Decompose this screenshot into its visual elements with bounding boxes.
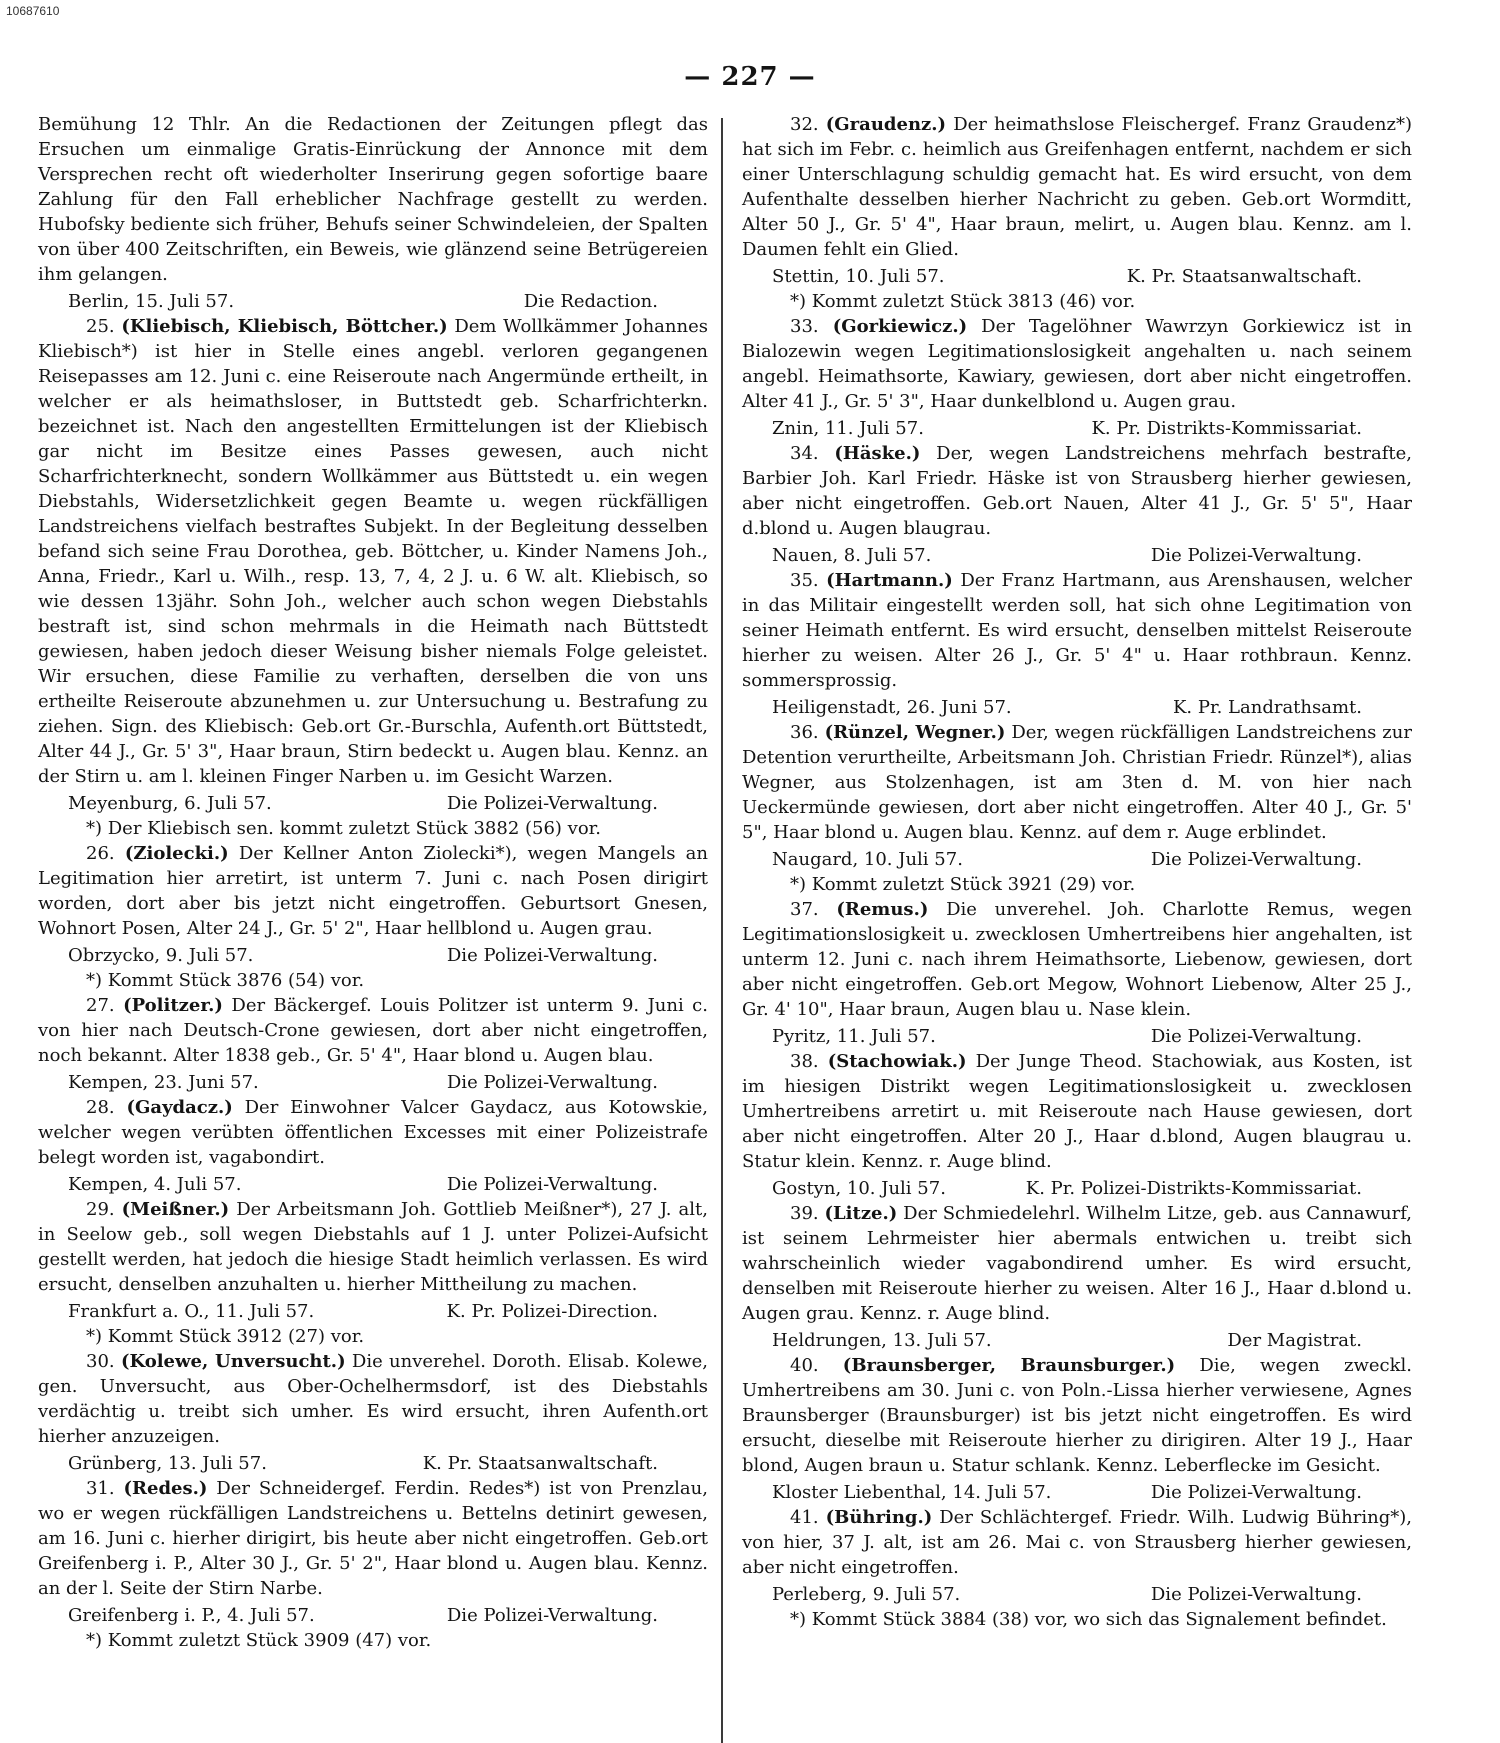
notice-signature bbox=[742, 264, 1412, 289]
notice-footnote: *) Kommt zuletzt Stück 3921 (29) vor. bbox=[790, 874, 1136, 895]
notice-number: 27. bbox=[86, 995, 115, 1016]
notice-number: 35. bbox=[790, 570, 819, 591]
notice-number: 38. bbox=[790, 1051, 819, 1072]
notice-text: Der Schmiedelehrl. Wilhelm Litze, geb. aus Cannawurf, ist seinem Lehrmeister hier abermals entwichen u. treibt sich wahrscheinlich wieder vagabondirend umher. Es wird ersucht, denselben mit Reiseroute hierher zu weisen. Alter 16 J., Haar d.blond u. Augen grau. Kennz. r. Auge blind. bbox=[742, 1203, 1412, 1324]
notice-body bbox=[38, 1197, 708, 1297]
notice-place-date: Kempen, 23. Juni 57. bbox=[68, 1072, 259, 1093]
notice-body bbox=[742, 897, 1412, 1022]
notice-entry bbox=[742, 1505, 1412, 1632]
notice-name-tag: (Bühring.) bbox=[825, 1507, 933, 1528]
notice-signature bbox=[742, 543, 1412, 568]
notice-body bbox=[742, 1049, 1412, 1174]
notice-signature bbox=[742, 847, 1412, 872]
notice-place-date: Stettin, 10. Juli 57. bbox=[772, 266, 945, 287]
notice-authority: Die Polizei-Verwaltung. bbox=[1150, 1584, 1362, 1605]
notice-place-date: Greifenberg i. P., 4. Juli 57. bbox=[68, 1605, 315, 1626]
notice-body bbox=[742, 1201, 1412, 1326]
notice-body bbox=[742, 568, 1412, 693]
notice-entry bbox=[38, 993, 708, 1095]
notice-text: Der Schneidergef. Ferdin. Redes*) ist von Prenzlau, wo er wegen rückfälligen Landstreichens u. Bettelns detinirt gewesen, am 16. Juni c. hierher dirigirt, bis heute aber nicht eingetroffen. Geb.ort Greifenberg i. P., Alter 30 J., Gr. 5' 2", Haar blond u. Augen blau. Kennz. an der l. Seite der Stirn Narbe. bbox=[38, 1478, 708, 1599]
notice-authority: Die Polizei-Verwaltung. bbox=[1150, 1482, 1362, 1503]
notice-signature bbox=[38, 791, 708, 816]
notice-text: Dem Wollkämmer Johannes Kliebisch*) ist hier in Stelle eines angebl. verloren gegangenen Reisepasses am 12. Juni c. eine Reiseroute nach Angermünde ertheilt, in welcher er als heimathsloser, in Buttstedt geb. Scharfrichterkn. bezeichnet ist. Nach den angestellten Ermittelungen ist der Kliebisch gar nicht im Besitze eines Passes gewesen, auch nicht Scharfrichterknecht, sondern Wollkämmer aus Büttstedt u. ein wegen Diebstahls, Widersetzlichkeit gegen Beamte u. wegen rückfälligen Landstreichens vielfach bestraftes Subjekt. In der Begleitung desselben befand sich seine Frau Dorothea, geb. Böttcher, u. Kinder Namens Joh., Anna, Friedr., Karl u. Wilh., resp. 13, 7, 4, 2 J. u. 6 W. alt. Kliebisch, so wie dessen 13jähr. Sohn Joh., welcher auch schon wegen Diebstahls bestraft ist, sind schon mehrmals in die Heimath nach Büttstedt gewiesen, haben jedoch dieser Weisung bisher niemals Folge geleistet. Wir ersuchen, diese Familie zu verhaften, derselben die von uns ertheilte Reiseroute abzunehmen u. zur Untersuchung u. Bestrafung zu ziehen. Sign. des Kliebisch: Geb.ort Gr.-Burschla, Aufenth.ort Büttstedt, Alter 44 J., Gr. 5' 3", Haar braun, Stirn bedeckt u. Augen blau. Kennz. an der Stirn u. am l. kleinen Finger Narben u. im Gesicht Warzen. bbox=[38, 316, 708, 787]
notice-place-date: Frankfurt a. O., 11. Juli 57. bbox=[68, 1301, 315, 1322]
notice-number: 30. bbox=[86, 1351, 115, 1372]
notice-authority: Die Polizei-Verwaltung. bbox=[446, 1174, 658, 1195]
notice-text: Der heimathslose Fleischergef. Franz Graudenz*) hat sich im Febr. c. heimlich aus Greifenhagen entfernt, nachdem er sich einer Unterschlagung schuldig gemacht hat. Es wird ersucht, von dem Aufenthalte desselben hierher Nachricht zu geben. Geb.ort Wormditt, Alter 50 J., Gr. 5' 4", Haar braun, melirt, u. Augen blau. Kennz. am l. Daumen fehlt ein Glied. bbox=[742, 114, 1412, 260]
notice-authority: Die Polizei-Verwaltung. bbox=[1150, 545, 1362, 566]
notice-number: 31. bbox=[86, 1478, 115, 1499]
notice-signature bbox=[38, 1603, 708, 1628]
notice-authority: Die Polizei-Verwaltung. bbox=[1150, 1026, 1362, 1047]
notice-entry bbox=[742, 568, 1412, 720]
notice-authority: Der Magistrat. bbox=[1227, 1330, 1362, 1351]
notice-place-date: Pyritz, 11. Juli 57. bbox=[772, 1026, 936, 1047]
notice-signature bbox=[742, 1582, 1412, 1607]
notice-number: 36. bbox=[790, 722, 819, 743]
notice-place-date: Nauen, 8. Juli 57. bbox=[772, 545, 932, 566]
page-id: 10687610 bbox=[6, 4, 60, 18]
notice-signature bbox=[742, 1480, 1412, 1505]
notice-entry bbox=[742, 314, 1412, 441]
notice-text: Der, wegen Landstreichens mehrfach bestrafte, Barbier Joh. Karl Friedr. Häske ist von Strausberg hierher gewiesen, aber nicht eingetroffen. Geb.ort Nauen, Alter 41 J., Gr. 5' 5", Haar d.blond u. Augen blaugrau. bbox=[742, 443, 1412, 539]
notice-name-tag: (Remus.) bbox=[836, 899, 929, 920]
notice-authority: Die Polizei-Verwaltung. bbox=[446, 945, 658, 966]
notice-entry bbox=[38, 1095, 708, 1197]
notice-body bbox=[38, 1095, 708, 1170]
notice-place-date: Kempen, 4. Juli 57. bbox=[68, 1174, 242, 1195]
notice-entry bbox=[742, 1049, 1412, 1201]
notice-entry bbox=[742, 441, 1412, 568]
intro-place: Berlin, 15. Juli 57. bbox=[68, 291, 235, 312]
notice-signature bbox=[38, 1451, 708, 1476]
intro-authority: Die Redaction. bbox=[523, 291, 658, 312]
notice-place-date: Heldrungen, 13. Juli 57. bbox=[772, 1330, 992, 1351]
notice-place-date: Znin, 11. Juli 57. bbox=[772, 418, 924, 439]
notice-entry bbox=[38, 841, 708, 993]
notice-body bbox=[742, 441, 1412, 541]
notice-name-tag: (Graudenz.) bbox=[825, 114, 947, 135]
notice-name-tag: (Kolewe, Unversucht.) bbox=[120, 1351, 346, 1372]
notice-name-tag: (Häske.) bbox=[834, 443, 921, 464]
notice-place-date: Kloster Liebenthal, 14. Juli 57. bbox=[772, 1482, 1052, 1503]
notice-body bbox=[38, 993, 708, 1068]
intro-text: Bemühung 12 Thlr. An die Redactionen der Zeitungen pflegt das Ersuchen um einmalige Gratis-Einrückung der Annonce mit dem Versprechen recht oft wiederholter Inserirung gegen sofortige baare Zahlung für den Fall erheblicher Nachfrage gestellt zu werden. Hubofsky bediente sich früher, Behufs seiner Schwindeleien, der Spalten von über 400 Zeitschriften, ein Beweis, wie glänzend seine Betrügereien ihm gelangen. bbox=[38, 114, 708, 285]
notice-name-tag: (Meißner.) bbox=[121, 1199, 230, 1220]
intro-paragraph bbox=[38, 112, 708, 314]
notice-body bbox=[742, 720, 1412, 845]
notice-authority: K. Pr. Staatsanwaltschaft. bbox=[1126, 266, 1362, 287]
notice-number: 39. bbox=[790, 1203, 819, 1224]
notice-number: 34. bbox=[790, 443, 819, 464]
notice-name-tag: (Kliebisch, Kliebisch, Böttcher.) bbox=[121, 316, 448, 337]
notice-signature bbox=[742, 695, 1412, 720]
notice-entry bbox=[38, 314, 708, 841]
notice-text: Der Bäckergef. Louis Politzer ist unterm 9. Juni c. von hier nach Deutsch-Crone gewiesen, dort aber nicht eingetroffen, noch bekannt. Alter 1838 geb., Gr. 5' 4", Haar blond u. Augen blau. bbox=[38, 995, 708, 1066]
notice-signature bbox=[38, 1070, 708, 1095]
notice-footnote: *) Kommt Stück 3884 (38) vor, wo sich das Signalement befindet. bbox=[790, 1609, 1387, 1630]
column-divider bbox=[721, 118, 723, 1743]
notice-number: 40. bbox=[790, 1355, 819, 1376]
notice-number: 25. bbox=[86, 316, 115, 337]
notice-text: Die unverehel. Doroth. Elisab. Kolewe, gen. Unversucht, aus Ober-Ochelhermsdorf, ist des Diebstahls verdächtig u. treibt sich umher. Es wird ersucht, ihren Aufenth.ort hierher anzuzeigen. bbox=[38, 1351, 708, 1447]
notice-text: Der Arbeitsmann Joh. Gottlieb Meißner*), 27 J. alt, in Seelow geb., soll wegen Diebstahls auf 1 J. unter Polizei-Aufsicht gestellt werden, hat jedoch die hiesige Stadt heimlich verlassen. Es wird ersucht, denselben anzuhalten u. hierher Mittheilung zu machen. bbox=[38, 1199, 708, 1295]
notice-number: 33. bbox=[790, 316, 819, 337]
notice-text: Der Tagelöhner Wawrzyn Gorkiewicz ist in Bialozewin wegen Legitimationslosigkeit angehalten u. nach seinem angebl. Heimathsorte, Kawiary, gewiesen, dort aber nicht eingetroffen. Alter 41 J., Gr. 5' 3", Haar dunkelblond u. Augen grau. bbox=[742, 316, 1412, 412]
notice-name-tag: (Litze.) bbox=[824, 1203, 898, 1224]
notice-footnote: *) Der Kliebisch sen. kommt zuletzt Stück 3882 (56) vor. bbox=[86, 818, 602, 839]
notice-body bbox=[742, 112, 1412, 262]
notice-name-tag: (Redes.) bbox=[123, 1478, 208, 1499]
notice-entry bbox=[742, 720, 1412, 897]
notice-footnote: *) Kommt Stück 3912 (27) vor. bbox=[86, 1326, 365, 1347]
notice-name-tag: (Stachowiak.) bbox=[827, 1051, 967, 1072]
notice-name-tag: (Braunsberger, Braunsburger.) bbox=[842, 1355, 1176, 1376]
notice-footnote: *) Kommt zuletzt Stück 3909 (47) vor. bbox=[86, 1630, 432, 1651]
notice-body bbox=[742, 314, 1412, 414]
notice-entry bbox=[742, 897, 1412, 1049]
notice-text: Der Junge Theod. Stachowiak, aus Kosten, ist im hiesigen Distrikt wegen Legitimationslosigkeit u. zwecklosen Umhertreibens arretirt u. mit Reiseroute nach Hause gewiesen, dort aber nicht eingetroffen. Alter 20 J., Haar d.blond, Augen blaugrau u. Statur klein. Kennz. r. Auge blind. bbox=[742, 1051, 1412, 1172]
notice-body bbox=[38, 1476, 708, 1601]
notice-entry bbox=[742, 1353, 1412, 1505]
notice-number: 32. bbox=[790, 114, 819, 135]
notice-body bbox=[38, 314, 708, 789]
notice-text: Der Franz Hartmann, aus Arenshausen, welcher in das Militair eingestellt werden soll, hat sich ohne Legitimation von seiner Heimath entfernt. Es wird ersucht, denselben mittelst Reiseroute hierher zu weisen. Alter 26 J., Gr. 5' 4" u. Haar rothbraun. Kennz. sommersprossig. bbox=[742, 570, 1412, 691]
notice-number: 26. bbox=[86, 843, 115, 864]
notice-name-tag: (Rünzel, Wegner.) bbox=[824, 722, 1006, 743]
notice-text: Der Schlächtergef. Friedr. Wilh. Ludwig Bühring*), von hier, 37 J. alt, ist am 26. Mai c. von Strausberg hierher gewiesen, aber nicht eingetroffen. bbox=[742, 1507, 1412, 1578]
notice-text: Die, wegen zweckl. Umhertreibens am 30. Juni c. von Poln.-Lissa hierher verwiesene, Agnes Braunsberger (Braunsburger) ist bis jetzt nicht eingetroffen. Es wird ersucht, dieselbe mit Reiseroute hierher zu dirigiren. Alter 19 J., Haar blond, Augen braun u. Statur schlank. Kennz. Leberflecke im Gesicht. bbox=[742, 1355, 1412, 1476]
notice-signature bbox=[742, 416, 1412, 441]
notice-name-tag: (Hartmann.) bbox=[826, 570, 953, 591]
notice-authority: K. Pr. Landrathsamt. bbox=[1172, 697, 1362, 718]
notice-body bbox=[742, 1505, 1412, 1580]
notice-place-date: Perleberg, 9. Juli 57. bbox=[772, 1584, 961, 1605]
notice-entry bbox=[38, 1197, 708, 1349]
notice-place-date: Heiligenstadt, 26. Juni 57. bbox=[772, 697, 1012, 718]
notice-signature bbox=[742, 1024, 1412, 1049]
notice-place-date: Meyenburg, 6. Juli 57. bbox=[68, 793, 272, 814]
notice-number: 29. bbox=[86, 1199, 115, 1220]
notice-entry bbox=[742, 1201, 1412, 1353]
notice-authority: Die Polizei-Verwaltung. bbox=[446, 1605, 658, 1626]
notice-authority: Die Polizei-Verwaltung. bbox=[446, 1072, 658, 1093]
notice-footnote: *) Kommt Stück 3876 (54) vor. bbox=[86, 970, 365, 991]
notice-body bbox=[742, 1353, 1412, 1478]
notice-number: 37. bbox=[790, 899, 819, 920]
notice-signature bbox=[38, 1172, 708, 1197]
notice-number: 28. bbox=[86, 1097, 115, 1118]
notice-authority: K. Pr. Distrikts-Kommissariat. bbox=[1091, 418, 1362, 439]
notice-authority: K. Pr. Staatsanwaltschaft. bbox=[422, 1453, 658, 1474]
notice-authority: K. Pr. Polizei-Direction. bbox=[446, 1301, 658, 1322]
intro-signature bbox=[38, 289, 708, 314]
notice-place-date: Naugard, 10. Juli 57. bbox=[772, 849, 963, 870]
notice-name-tag: (Gaydacz.) bbox=[126, 1097, 233, 1118]
notice-signature bbox=[742, 1176, 1412, 1201]
notice-body bbox=[38, 1349, 708, 1449]
notice-authority: Die Polizei-Verwaltung. bbox=[446, 793, 658, 814]
page-number: — 227 — bbox=[684, 62, 816, 92]
notice-footnote: *) Kommt zuletzt Stück 3813 (46) vor. bbox=[790, 291, 1136, 312]
notice-number: 41. bbox=[790, 1507, 819, 1528]
notice-signature bbox=[742, 1328, 1412, 1353]
notice-entry bbox=[38, 1349, 708, 1476]
notice-name-tag: (Ziolecki.) bbox=[124, 843, 229, 864]
left-column bbox=[38, 112, 708, 1653]
notice-signature bbox=[38, 1299, 708, 1324]
notice-place-date: Gostyn, 10. Juli 57. bbox=[772, 1178, 946, 1199]
notice-text: Der Kellner Anton Ziolecki*), wegen Mangels an Legitimation hier arretirt, ist unterm 7. Juni c. nach Posen dirigirt worden, dort aber bis jetzt nicht eingetroffen. Geburtsort Gnesen, Wohnort Posen, Alter 24 J., Gr. 5' 2", Haar hellblond u. Augen grau. bbox=[38, 843, 708, 939]
notice-signature bbox=[38, 943, 708, 968]
notice-place-date: Obrzycko, 9. Juli 57. bbox=[68, 945, 254, 966]
notice-place-date: Grünberg, 13. Juli 57. bbox=[68, 1453, 267, 1474]
right-column bbox=[742, 112, 1412, 1632]
notice-name-tag: (Politzer.) bbox=[123, 995, 223, 1016]
notice-authority: Die Polizei-Verwaltung. bbox=[1150, 849, 1362, 870]
notice-text: Der Einwohner Valcer Gaydacz, aus Kotowskie, welcher wegen verübten öffentlichen Excesses mit einer Polizeistrafe belegt worden ist, vagabondirt. bbox=[38, 1097, 708, 1168]
notice-text: Die unverehel. Joh. Charlotte Remus, wegen Legitimationslosigkeit u. zwecklosen Umhertreibens hier angehalten, ist unterm 12. Juni c. nach ihrem Heimathsorte, Liebenow, gewiesen, dort aber nicht eingetroffen. Geb.ort Megow, Wohnort Liebenow, Alter 25 J., Gr. 4' 10", Haar braun, Augen blau u. Nase klein. bbox=[742, 899, 1412, 1020]
notice-entry bbox=[38, 1476, 708, 1653]
notice-entry bbox=[742, 112, 1412, 314]
notice-name-tag: (Gorkiewicz.) bbox=[832, 316, 968, 337]
notice-body bbox=[38, 841, 708, 941]
notice-authority: K. Pr. Polizei-Distrikts-Kommissariat. bbox=[1025, 1178, 1362, 1199]
notice-text: Der, wegen rückfälligen Landstreichens zur Detention verurtheilte, Arbeitsmann Joh. Christian Friedr. Rünzel*), alias Wegner, aus Stolzenhagen, ist am 3ten d. M. von hier nach Ueckermünde gewiesen, dort aber nicht eingetroffen. Alter 40 J., Gr. 5' 5", Haar blond u. Augen blau. Kennz. auf dem r. Auge erblindet. bbox=[742, 722, 1412, 843]
